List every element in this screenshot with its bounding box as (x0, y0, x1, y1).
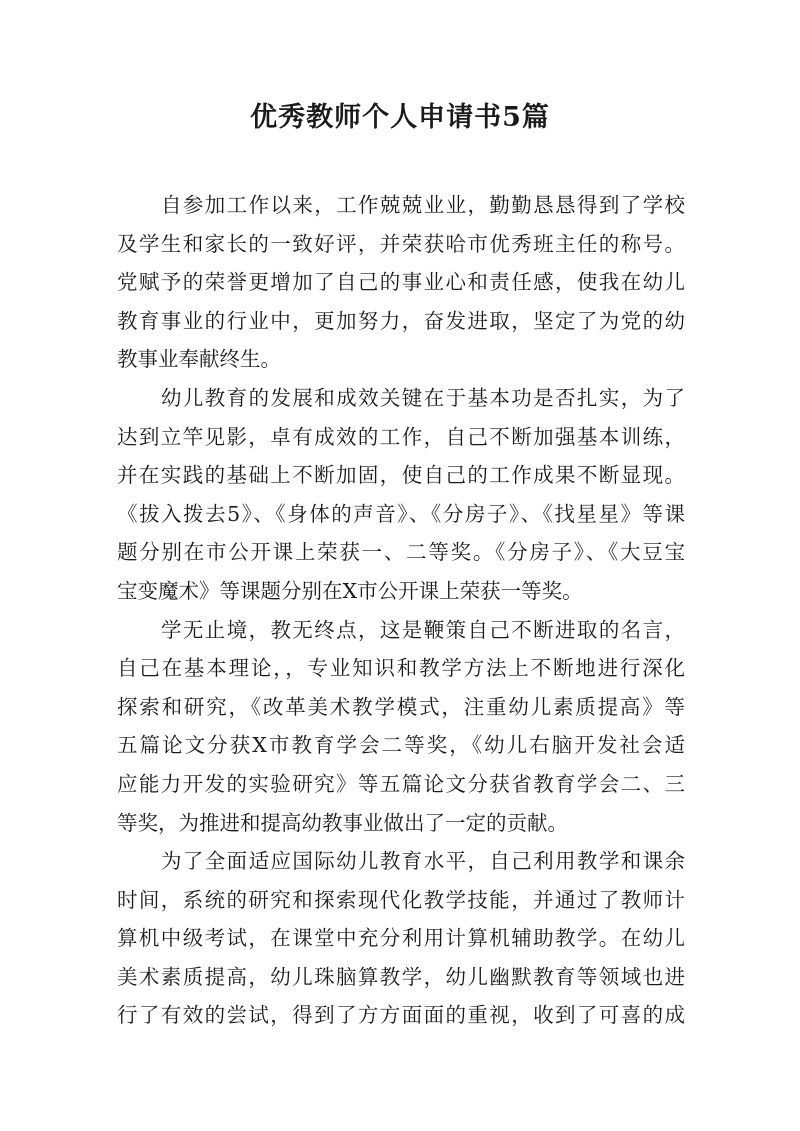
paragraph (117, 186, 685, 379)
text-line: 探索和研究，《改革美术教学模式，注重幼儿素质提高》等 (117, 694, 685, 719)
paragraph (117, 842, 685, 1035)
text-line: 算机中级考试，在课堂中充分利用计算机辅助教学。在幼儿 (117, 926, 685, 951)
text-line: 幼儿教育的发展和成效关键在于基本功是否扎实，为了 (161, 385, 685, 410)
paragraph (117, 611, 685, 843)
text-line: 达到立竿见影，卓有成效的工作，自己不断加强基本训练， (117, 424, 685, 449)
text-line: 宝变魔术》等课题分别在X市公开课上荣获一等奖。 (117, 578, 583, 603)
text-line: 教事业奉献终生。 (117, 347, 281, 372)
text-line: 党赋予的荣誉更增加了自己的事业心和责任感，使我在幼儿 (117, 270, 685, 295)
text-line: 自参加工作以来，工作兢兢业业，勤勤恳恳得到了学校 (161, 193, 685, 217)
paragraph (117, 379, 685, 611)
text-line: 题分别在市公开课上荣获一、二等奖。《分房子》、《大豆宝 (117, 540, 685, 565)
text-line: 美术素质提高，幼儿珠脑算教学，幼儿幽默教育等领域也进 (117, 964, 685, 989)
text-line: 及学生和家长的一致好评，并荣获哈市优秀班主任的称号。 (117, 231, 685, 256)
text-line: 学无止境，教无终点，这是鞭策自己不断进取的名言， (161, 617, 685, 642)
text-line: 教育事业的行业中，更加努力，奋发进取，坚定了为党的幼 (117, 308, 685, 333)
document-title: 优秀教师个人申请书5篇 (250, 102, 550, 133)
text-line: 等奖，为推进和提高幼教事业做出了一定的贡献。 (117, 810, 568, 835)
text-line: 《拔入拨去5》、《身体的声音》、《分房子》、《找星星》等课 (117, 501, 685, 526)
text-line: 行了有效的尝试，得到了方方面面的重视，收到了可喜的成 (117, 1003, 685, 1028)
text-line: 为了全面适应国际幼儿教育水平，自己利用教学和课余 (161, 849, 685, 874)
text-line: 时间，系统的研究和探索现代化教学技能，并通过了教师计 (117, 887, 685, 912)
text-line: 应能力开发的实验研究》等五篇论文分获省教育学会二、三 (117, 771, 685, 796)
document-body (117, 186, 685, 1035)
text-line: 并在实践的基础上不断加固，使自己的工作成果不断显现。 (117, 463, 685, 488)
text-line: 自己在基本理论，，专业知识和教学方法上不断地进行深化 (117, 656, 685, 681)
text-line: 五篇论文分获X市教育学会二等奖，《幼儿右脑开发社会适 (117, 733, 685, 758)
